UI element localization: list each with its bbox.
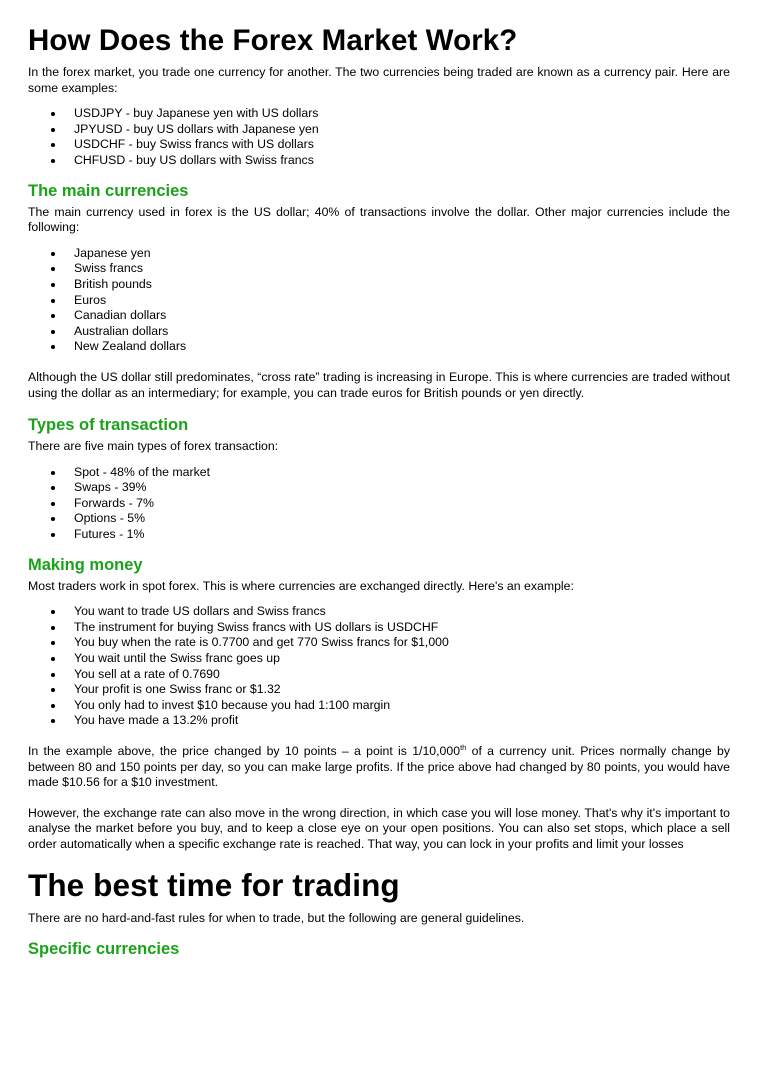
list-item: Futures - 1% (28, 527, 730, 543)
making-money-paragraph: Most traders work in spot forex. This is where currencies are exchanged directly. Here's an example: (28, 578, 574, 593)
list-item: The instrument for buying Swiss francs with US dollars is USDCHF (28, 620, 730, 636)
main-currencies-paragraph: The main currency used in forex is the US dollar; 40% of transactions involve the dollar. Other major currencies include the following: (28, 204, 730, 235)
major-currencies-list (28, 246, 730, 355)
list-item: Euros (28, 293, 730, 309)
list-item: You wait until the Swiss franc goes up (28, 651, 730, 667)
points-text-end: of a currency unit. Prices normally change by between 80 and 150 points per day, so you can make large profits. If the price above had changed by 80 points, you would have made $10.56 for a $10 investment. (28, 744, 730, 790)
ordinal-suffix: th (460, 742, 467, 752)
list-item: Canadian dollars (28, 308, 730, 324)
list-item: You want to trade US dollars and Swiss francs (28, 604, 730, 620)
list-item: CHFUSD - buy US dollars with Swiss francs (28, 153, 730, 169)
list-item: Options - 5% (28, 511, 730, 527)
list-item: You buy when the rate is 0.7700 and get 770 Swiss francs for $1,000 (28, 635, 730, 651)
risk-paragraph: However, the exchange rate can also move in the wrong direction, in which case you will lose money. That's why it's important to analyse the market before you buy, and to keep a close eye on your open positions. You can also set stops, which place a sell order automatically when a specific exchange rate is reached. That way, you can lock in your profits and limit your losses (28, 805, 730, 851)
list-item: JPYUSD - buy US dollars with Japanese yen (28, 122, 730, 138)
list-item: British pounds (28, 277, 730, 293)
list-item: You only had to invest $10 because you had 1:100 margin (28, 698, 730, 714)
list-item: Swaps - 39% (28, 480, 730, 496)
page-title: How Does the Forex Market Work? (28, 24, 518, 57)
list-item: Spot - 48% of the market (28, 465, 730, 481)
points-text-start: In the example above, the price changed by 10 points – a point is 1/10,000 (28, 744, 461, 758)
list-item: USDJPY - buy Japanese yen with US dollars (28, 106, 730, 122)
list-item: Swiss francs (28, 261, 730, 277)
specific-currencies-heading: Specific currencies (28, 940, 180, 959)
transaction-types-list (28, 465, 730, 543)
points-paragraph (28, 744, 730, 791)
list-item: Forwards - 7% (28, 496, 730, 512)
transactions-paragraph: There are five main types of forex transaction: (28, 439, 279, 454)
best-time-title: The best time for trading (28, 866, 400, 903)
intro-paragraph: In the forex market, you trade one currency for another. The two currencies being traded are known as a currency pair. Here are some examples: (28, 65, 730, 95)
list-item: Your profit is one Swiss franc or $1.32 (28, 682, 730, 698)
trade-example-list (28, 604, 730, 729)
list-item: Japanese yen (28, 246, 730, 262)
best-time-paragraph: There are no hard-and-fast rules for when to trade, but the following are general guidelines. (28, 910, 525, 925)
making-money-heading: Making money (28, 555, 143, 574)
cross-rate-paragraph: Although the US dollar still predominates, “cross rate” trading is increasing in Europe. This is where currencies are traded without using the dollar as an intermediary; for example, you can trade euros for British pounds or yen directly. (28, 369, 730, 400)
list-item: USDCHF - buy Swiss francs with US dollars (28, 137, 730, 153)
main-currencies-heading: The main currencies (28, 181, 189, 200)
list-item: Australian dollars (28, 324, 730, 340)
currency-pair-list (28, 106, 730, 168)
list-item: You have made a 13.2% profit (28, 713, 730, 729)
transactions-heading: Types of transaction (28, 416, 189, 435)
list-item: New Zealand dollars (28, 339, 730, 355)
list-item: You sell at a rate of 0.7690 (28, 667, 730, 683)
